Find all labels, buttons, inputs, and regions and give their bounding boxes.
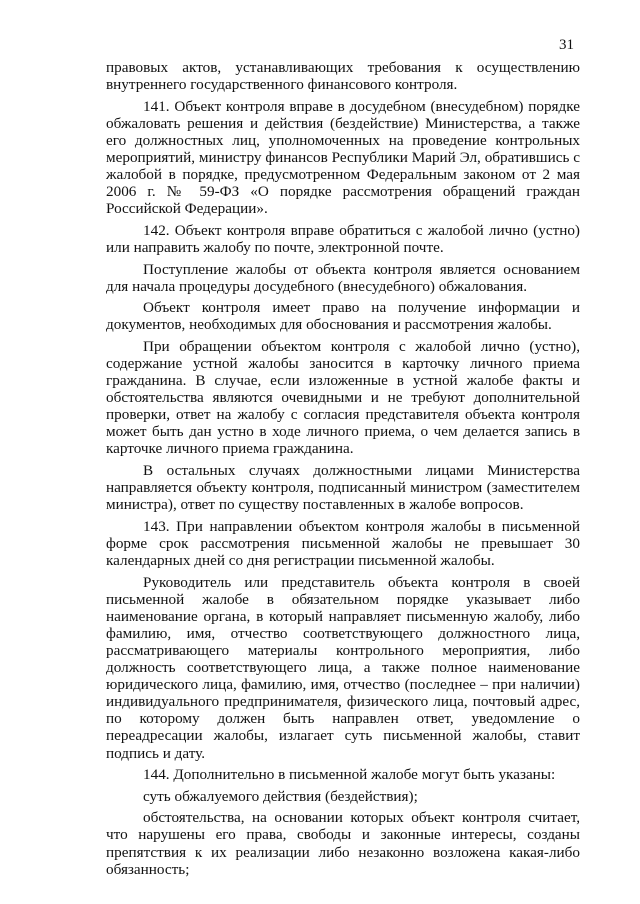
paragraph-143: 143. При направлении объектом контроля жалобы в письменной форме срок рассмотрения письменной жалобы не превышает 30 календарных дней со дня регистрации письменной жалобы. — [106, 517, 580, 570]
paragraph-144: 144. Дополнительно в письменной жалобе могут быть указаны: — [143, 766, 556, 784]
paragraph-list-item-circumstances: обстоятельства, на основании которых объект контроля считает, что нарушены его права, свободы и законные интересы, созданы препятствия к их реализации либо незаконно возложена какая-либо обязанность; — [106, 809, 580, 878]
paragraph-continuation: правовых актов, устанавливающих требования к осуществлению внутреннего государственного финансового контроля. — [106, 59, 580, 94]
paragraph-right-to-information: Объект контроля имеет право на получение информации и документов, необходимых для обоснования и рассмотрения жалобы. — [106, 299, 580, 334]
paragraph-complaint-receipt: Поступление жалобы от объекта контроля является основанием для начала процедуры досудебного (внесудебного) обжалования. — [106, 260, 580, 295]
paragraph-list-item-essence: суть обжалуемого действия (бездействия); — [143, 787, 418, 805]
paragraph-oral-complaint: При обращении объектом контроля с жалобой лично (устно), содержание устной жалобы заносится в карточку личного приема гражданина. В случае, если изложенные в устной жалобе факты и обстоятельства являются очевидными и не требуют дополнительной проверки, ответ на жалобу с согласия представителя объекта контроля может быть дан устно в ходе личного приема, о чем делается запись в карточке личного приема гражданина. — [106, 337, 580, 458]
document-body — [106, 59, 580, 882]
page-number: 31 — [559, 37, 574, 53]
paragraph-written-complaint-content: Руководитель или представитель объекта контроля в своей письменной жалобе в обязательном порядке указывает либо наименование органа, в который направляет письменную жалобу, либо фамилию, имя, отчество соответствующего должностного лица, рассматривающего материалы контрольного мероприятия, либо должность соответствующего лица, а также полное наименование юридического лица, фамилию, имя, отчество (последнее – при наличии) индивидуального предпринимателя, физического лица, почтовый адрес, по которому должен быть направлен ответ, уведомление о переадресации жалобы, излагает суть письменной жалобы, ставит подпись и дату. — [106, 573, 580, 762]
paragraph-other-cases: В остальных случаях должностными лицами Министерства направляется объекту контроля, подписанный министром (заместителем министра), ответ по существу поставленных в жалобе вопросов. — [106, 462, 580, 514]
paragraph-142: 142. Объект контроля вправе обратиться с жалобой лично (устно) или направить жалобу по почте, электронной почте. — [106, 221, 580, 256]
paragraph-141: 141. Объект контроля вправе в досудебном (внесудебном) порядке обжаловать решения и действия (бездействие) Министерства, а также его должностных лиц, уполномоченных на проведение контрольных мероприятий, министру финансов Республики Марий Эл, обратившись с жалобой в порядке, предусмотренном Федеральным законом от 2 мая 2006 г. № 59-ФЗ «О порядке рассмотрения обращений граждан Российской Федерации». — [106, 97, 580, 218]
